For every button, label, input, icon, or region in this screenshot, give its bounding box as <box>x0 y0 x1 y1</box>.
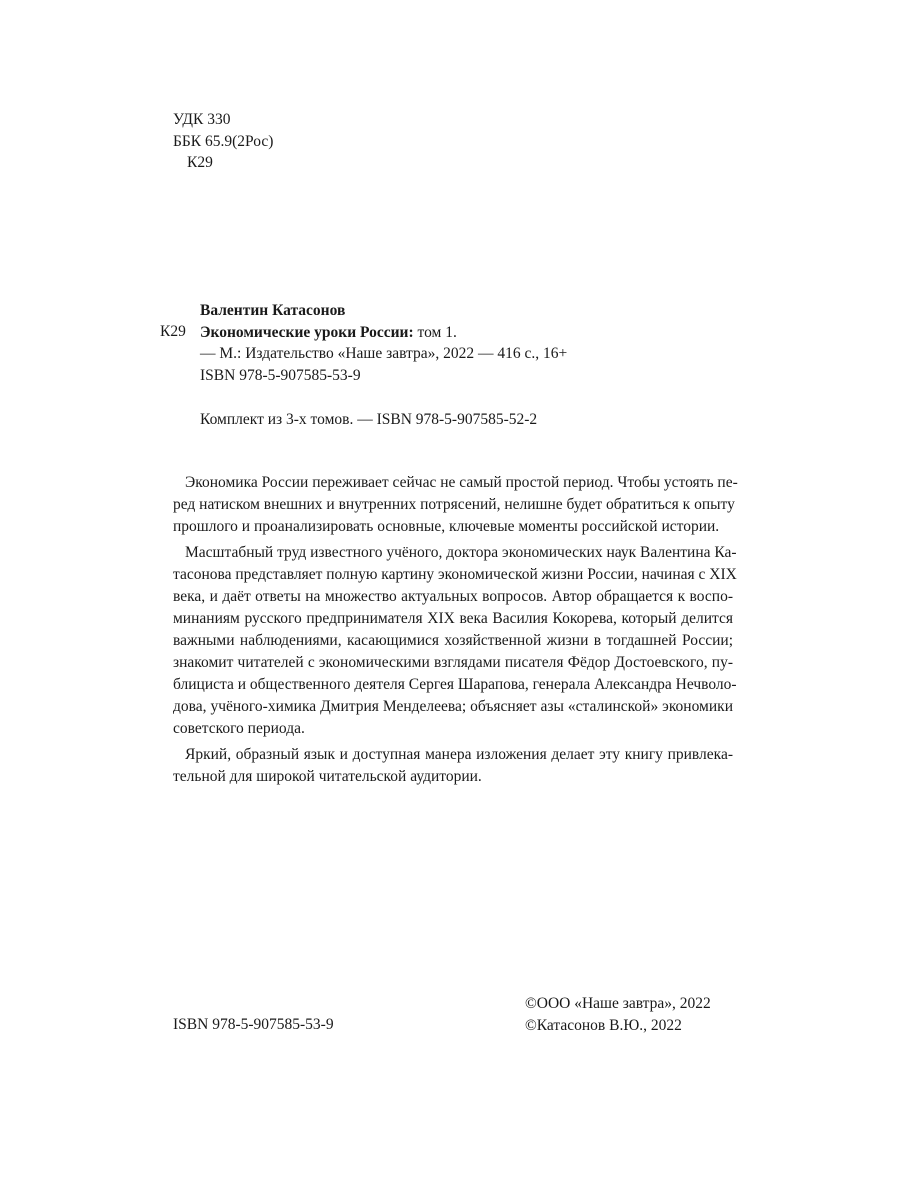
footer-isbn: ISBN 978-5-907585-53-9 <box>173 1016 334 1033</box>
book-author: Валентин Катасонов <box>200 302 346 319</box>
book-isbn: ISBN 978-5-907585-53-9 <box>200 366 361 384</box>
annotation-line: Экономика России переживает сейчас не самый простой период. Чтобы устоять пе- <box>185 474 738 491</box>
book-title-line <box>200 322 567 344</box>
annotation-line: знакомит читателей с экономическими взглядами писателя Фёдор Достоевского, пу- <box>173 654 733 671</box>
annotation-paragraph-2 <box>173 542 737 740</box>
annotation-line: советского периода. <box>173 720 305 737</box>
copyright-publisher: ©ООО «Наше завтра», 2022 <box>525 995 711 1012</box>
bbk-code: ББК 65.9(2Рос) <box>173 132 274 150</box>
annotation-paragraph-3 <box>173 744 733 788</box>
copyright-author: ©Катасонов В.Ю., 2022 <box>525 1016 682 1034</box>
biblio-author-mark: К29 <box>160 323 186 340</box>
set-info: Комплект из 3-х томов. — ISBN 978-5-907585-52-2 <box>200 411 538 428</box>
annotation-line: тельной для широкой читательской аудитории. <box>173 768 482 785</box>
annotation-line: тасонова представляет полную картину экономической жизни России, начиная с XIX <box>173 566 737 583</box>
annotation-line: Яркий, образный язык и доступная манера изложения делает эту книгу привлека- <box>185 746 733 763</box>
book-volume: том 1. <box>413 323 457 341</box>
bibliographic-record <box>200 300 567 386</box>
annotation-line: важными наблюдениями, касающимися хозяйственной жизни в тогдашней России; <box>173 632 733 649</box>
annotation <box>173 472 738 788</box>
annotation-line: Масштабный труд известного учёного, доктора экономических наук Валентина Ка- <box>185 544 737 561</box>
annotation-line: минаниям русского предпринимателя XIX века Василия Кокорева, который делится <box>173 610 733 627</box>
udk-code: УДК 330 <box>173 111 231 128</box>
copyright-block <box>525 993 711 1036</box>
book-title: Экономические уроки России: <box>200 323 414 341</box>
author-mark-code: К29 <box>187 154 213 171</box>
publication-info: — М.: Издательство «Наше завтра», 2022 — 416 с., 16+ <box>200 345 568 362</box>
annotation-paragraph-1 <box>173 472 738 538</box>
classification-block <box>173 109 273 174</box>
annotation-line: ред натиском внешних и внутренних потрясений, нелишне будет обратиться к опыту <box>173 496 735 513</box>
annotation-line: прошлого и проанализировать основные, ключевые моменты российской истории. <box>173 518 720 535</box>
annotation-line: блициста и общественного деятеля Сергея Шарапова, генерала Александра Нечволо- <box>173 676 737 693</box>
annotation-line: века, и даёт ответы на множество актуальных вопросов. Автор обращается к воспо- <box>173 588 733 605</box>
annotation-line: дова, учёного-химика Дмитрия Менделеева; объясняет азы «сталинской» экономики <box>173 698 733 715</box>
